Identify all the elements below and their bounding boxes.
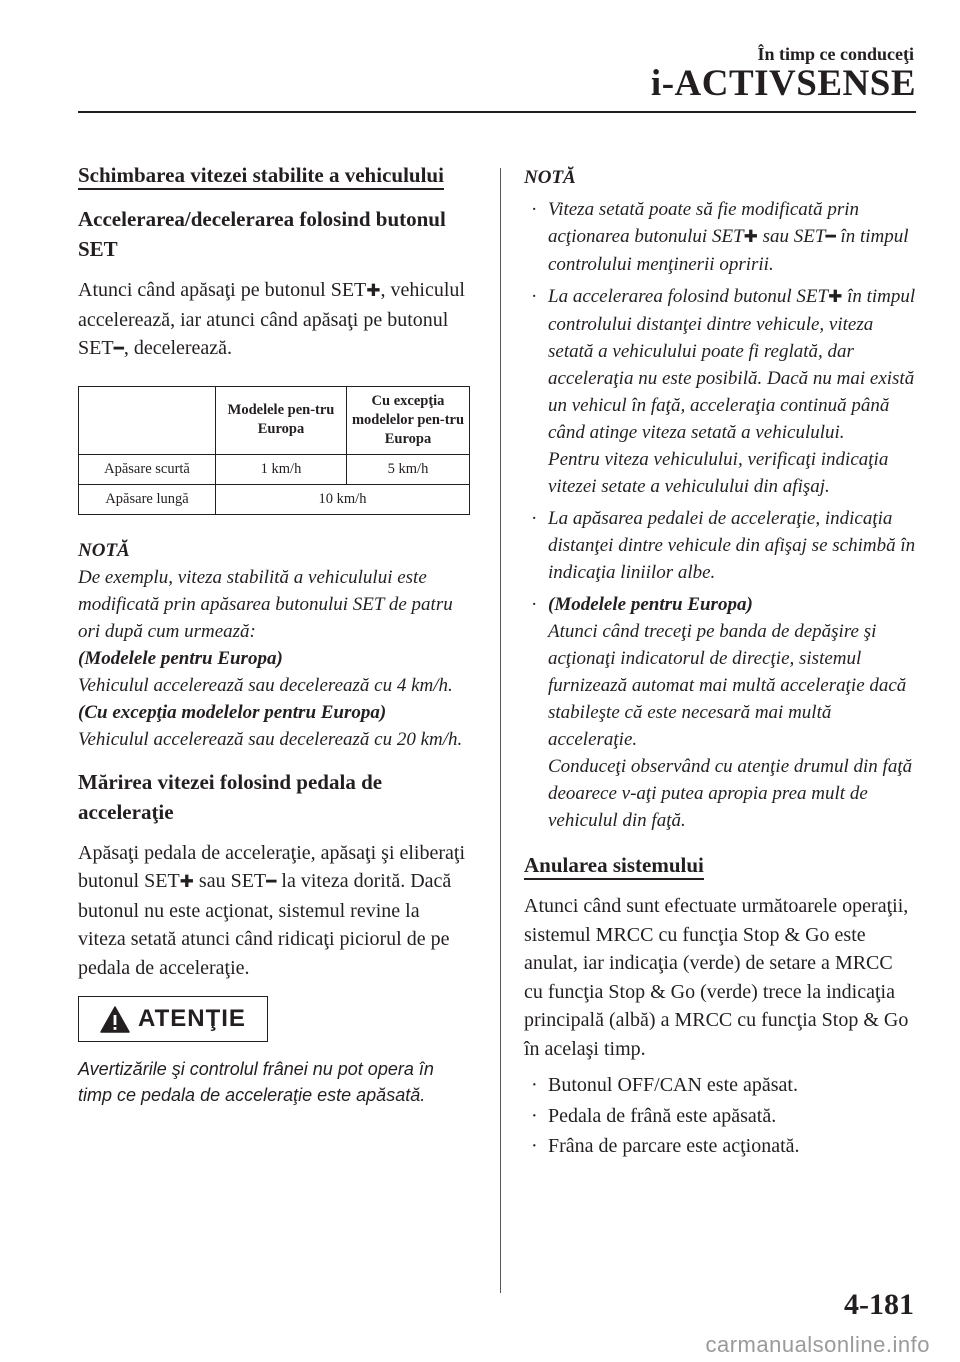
- note-title: NOTĂ: [524, 167, 576, 188]
- column-divider: [500, 168, 501, 1293]
- warning-box: [78, 996, 268, 1042]
- heading-change-speed: Schimbarea vitezei stabilite a vehiculului: [78, 160, 472, 190]
- note-block: [78, 537, 472, 753]
- table-header-europe: Modelele pen-tru Europa: [216, 386, 347, 454]
- list-item: · (Modelele pentru Europa) Atunci când treceţi pe banda de depăşire şi acţionaţi indicatorul de direcţie, sistemul furnizează automat mai multă acceleraţie dacă stabileşte că este necesară mai multă acceleraţie. Conduceţi observând cu atenţie drumul din faţă deoarece v-aţi putea apropia prea mult de vehiculul din faţă.: [531, 594, 913, 831]
- note-text: (Modelele pentru Europa): [78, 647, 283, 669]
- note-text: De exemplu, viteza stabilită a vehiculului este modificată prin apăsarea butonului SET de patru ori după cum urmează:: [78, 566, 453, 642]
- minus-icon: ━: [825, 227, 836, 247]
- heading-cancel-system: Anularea sistemului: [524, 850, 916, 880]
- list-item: · Butonul OFF/CAN este apăsat.: [531, 1074, 798, 1096]
- heading-set-button: Accelerarea/decelerarea folosind butonul SET: [78, 207, 446, 261]
- note-text: Vehiculul accelerează sau decelerează cu 4 km/h.: [78, 674, 453, 696]
- list-item: · Viteza setată poate să fie modificată prin acţionarea butonului SET✚ sau SET━ în timpul controlului menţinerii opririi.: [531, 199, 909, 275]
- plus-icon: ✚: [366, 281, 381, 301]
- plus-icon: ✚: [828, 287, 843, 307]
- right-column: [524, 160, 916, 1161]
- minus-icon: ━: [266, 872, 277, 892]
- note-text: Vehiculul accelerează sau decelerează cu 20 km/h.: [78, 728, 463, 750]
- note-title: NOTĂ: [78, 539, 130, 561]
- minus-icon: ━: [113, 339, 124, 359]
- heading-accelerator: Mărirea vitezei folosind pedala de acceleraţie: [78, 769, 383, 824]
- chapter-title: i-ACTIVSENSE: [650, 63, 916, 104]
- header-rule: [78, 111, 916, 113]
- note-text: (Cu excepţia modelelor pentru Europa): [78, 701, 387, 723]
- warning-triangle-icon: [100, 1006, 130, 1033]
- table-cell: [79, 386, 216, 454]
- warning-text: Avertizările şi controlul frânei nu pot opera în timp ce pedala de acceleraţie este apăsată.: [78, 1059, 434, 1105]
- left-column: [78, 160, 472, 1108]
- table-cell: 10 km/h: [216, 484, 470, 514]
- speed-table: [78, 386, 470, 515]
- cancel-list: [524, 1071, 916, 1161]
- plus-icon: ✚: [743, 227, 758, 247]
- table-row: [79, 454, 470, 484]
- table-header-non-europe: Cu excepţia modelelor pen-tru Europa: [347, 386, 470, 454]
- list-item: · La accelerarea folosind butonul SET✚ în timpul controlului distanţei dintre vehicule, viteza setată a vehiculului poate fi reglată, dar acceleraţia nu este posibilă. Dacă nu mai există un vehicul în faţă, acceleraţia continuă până când atinge viteza setată a vehiculului. Pentru viteza vehiculului, verificaţi indicaţia vitezei setate a vehiculului din afişaj.: [531, 286, 916, 497]
- warning-label: ATENŢIE: [138, 1005, 246, 1032]
- page-number: 4-181: [844, 1288, 914, 1321]
- paragraph-cancel: Atunci când sunt efectuate următoarele operaţii, sistemul MRCC cu funcţia Stop & Go este anulat, iar indicaţia (verde) de setare a MRCC cu funcţia Stop & Go (verde) trece la indicaţia principală (albă) a MRCC cu funcţia Stop & Go în acelaşi timp.: [524, 895, 909, 1060]
- list-item: · La apăsarea pedalei de acceleraţie, indicaţia distanţei dintre vehicule din afişaj se schimbă în indicaţia liniilor albe.: [531, 508, 916, 583]
- plus-icon: ✚: [179, 872, 194, 892]
- table-cell: 5 km/h: [347, 454, 470, 484]
- section-title: În timp ce conduceţi: [757, 44, 914, 64]
- list-item: · Frâna de parcare este acţionată.: [531, 1135, 800, 1157]
- table-cell: 1 km/h: [216, 454, 347, 484]
- note-list: [524, 196, 916, 834]
- paragraph-accelerator: Apăsaţi pedala de acceleraţie, apăsaţi şi eliberaţi butonul SET✚ sau SET━ la viteza dorită. Dacă butonul nu este acţionat, sistemul revine la viteza setată atunci când ridicaţi piciorul de pe pedala de acceleraţie.: [78, 841, 466, 979]
- table-row: [79, 386, 470, 454]
- paragraph-set-button: Atunci când apăsaţi pe butonul SET✚, vehiculul accelerează, iar atunci când apăsaţi pe butonul SET━, decelerează.: [78, 279, 465, 359]
- table-cell: Apăsare lungă: [79, 484, 216, 514]
- watermark: carmanualsonline.info: [705, 1332, 930, 1357]
- table-cell: Apăsare scurtă: [79, 454, 216, 484]
- list-item: · Pedala de frână este apăsată.: [531, 1104, 777, 1127]
- table-row: [79, 484, 470, 514]
